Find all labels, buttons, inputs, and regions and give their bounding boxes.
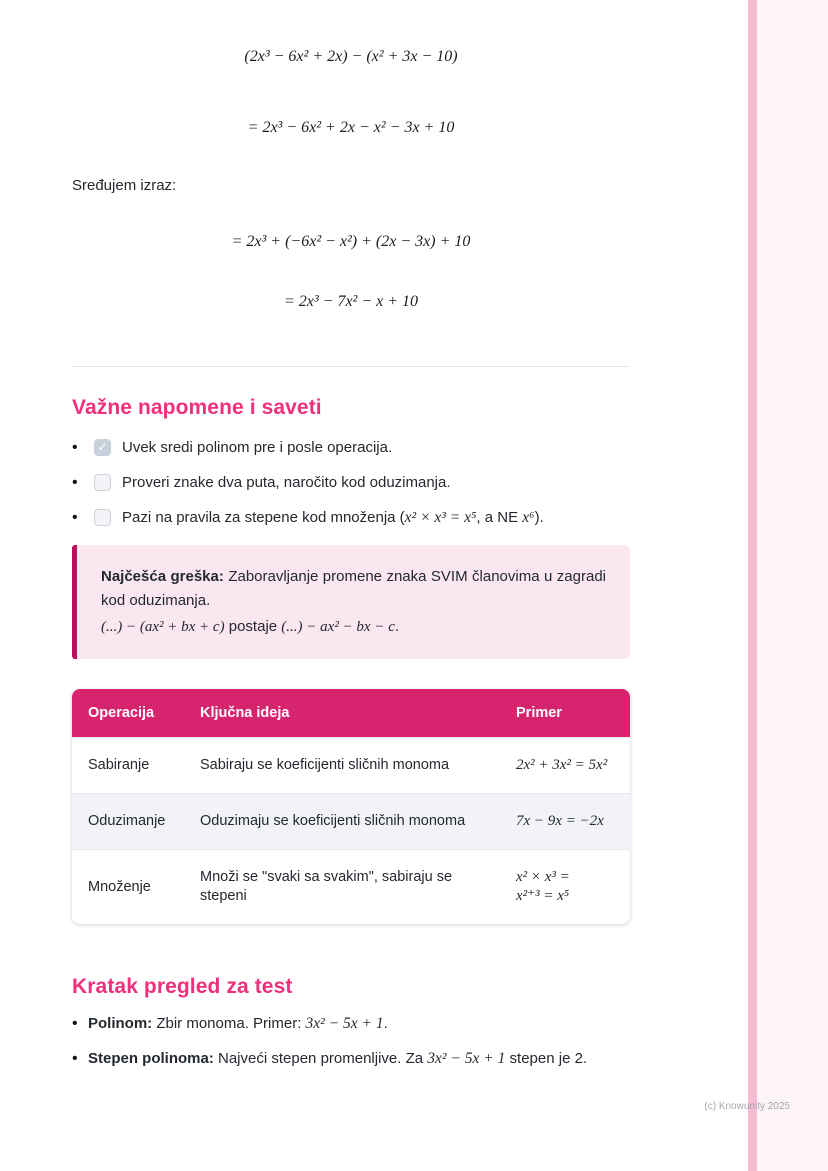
common-mistake-callout (72, 545, 630, 659)
bullet-icon: • (72, 474, 78, 491)
paragraph: Sređujem izraz: (72, 177, 177, 194)
term-label: Polinom: (88, 1015, 153, 1032)
callout-text (101, 565, 606, 613)
math-line: = 2x³ + (−6x² − x²) + (2x − 3x) + 10 (231, 233, 471, 250)
operation-cell: Sabiranje (72, 738, 184, 794)
math-line: = 2x³ − 6x² + 2x − x² − 3x + 10 (247, 119, 455, 136)
inline-math: x⁶ (522, 509, 535, 526)
checklist-item (72, 508, 630, 528)
callout-label: Najčešća greška: (101, 568, 224, 585)
checklist-item-text (122, 508, 630, 528)
checklist-item-text: Uvek sredi polinom pre i posle operacija. (122, 439, 393, 456)
inline-math: (...) − ax² − bx − c (281, 619, 395, 635)
text-fragment: . (383, 1015, 388, 1032)
operation-cell: Množenje (72, 850, 184, 925)
section-heading-notes: Važne napomene i saveti (72, 396, 322, 419)
bullet-icon: • (72, 439, 78, 456)
copyright-watermark: (c) Knowunity 2025 (704, 1101, 790, 1112)
checklist-item-text: Proveri znake dva puta, naročito kod oduzimanja. (122, 474, 451, 491)
example-line: x²⁺³ = x⁵ (516, 888, 570, 904)
notes-checklist (72, 438, 630, 528)
math-line: = 2x³ − 7x² − x + 10 (283, 293, 419, 310)
checklist-item (72, 438, 630, 458)
table-row (72, 794, 630, 850)
list-item (72, 1049, 630, 1069)
list-item-text (88, 1049, 630, 1069)
text-fragment: ). (534, 509, 544, 526)
section-heading-review: Kratak pregled za test (72, 975, 293, 998)
section-divider (72, 366, 630, 367)
content-column (72, 0, 630, 1084)
operation-cell: Oduzimanje (72, 794, 184, 850)
example-cell: 7x − 9x = −2x (500, 794, 630, 850)
text-fragment: Najveći stepen promenljive. Za (213, 1050, 428, 1067)
column-header: Operacija (72, 689, 184, 738)
text-fragment: Zaboravljanje promene znaka SVIM članovima u zagradi kod oduzimanja. (101, 568, 606, 609)
page-right-margin (756, 0, 828, 1171)
text-fragment: , a NE (476, 509, 523, 526)
example-cell (500, 850, 630, 925)
table-row (72, 738, 630, 794)
checkbox-unchecked-icon (94, 509, 111, 526)
table-row (72, 850, 630, 925)
checkbox-unchecked-icon (94, 474, 111, 491)
example-line: x² × x³ = (516, 869, 570, 885)
idea-cell: Sabiraju se koeficijenti sličnih monoma (184, 738, 500, 794)
term-label: Stepen polinoma: (88, 1050, 214, 1067)
bullet-icon: • (72, 509, 78, 526)
text-fragment: Pazi na pravila za stepene kod množenja ( (122, 509, 405, 526)
text-fragment: Zbir monoma. Primer: (152, 1015, 306, 1032)
example-cell: 2x² + 3x² = 5x² (500, 738, 630, 794)
callout-formula (101, 615, 606, 639)
text-fragment: stepen je 2. (505, 1050, 588, 1067)
inline-math: 3x² − 5x + 1 (427, 1050, 506, 1067)
table-header-row (72, 689, 630, 738)
checklist-item (72, 473, 630, 493)
checkbox-checked-icon: ✓ (94, 439, 111, 456)
idea-cell: Oduzimaju se koeficijenti sličnih monoma (184, 794, 500, 850)
inline-math: x² × x³ = x⁵ (404, 509, 477, 526)
inline-math: (...) − (ax² + bx + c) (101, 619, 225, 635)
idea-cell: Množi se "svaki sa svakim", sabiraju se stepeni (184, 850, 500, 925)
review-list (72, 1014, 630, 1069)
bullet-icon: • (72, 1015, 78, 1032)
column-header: Primer (500, 689, 630, 738)
list-item-text (88, 1014, 630, 1034)
operations-table (72, 689, 630, 924)
math-line: (2x³ − 6x² + 2x) − (x² + 3x − 10) (244, 48, 458, 65)
list-item (72, 1014, 630, 1034)
bullet-icon: • (72, 1050, 78, 1067)
text-fragment: postaje (224, 618, 282, 635)
inline-math: 3x² − 5x + 1 (305, 1015, 384, 1032)
text-fragment: . (394, 618, 400, 635)
column-header: Ključna ideja (184, 689, 500, 738)
page-edge-stripe (748, 0, 757, 1171)
